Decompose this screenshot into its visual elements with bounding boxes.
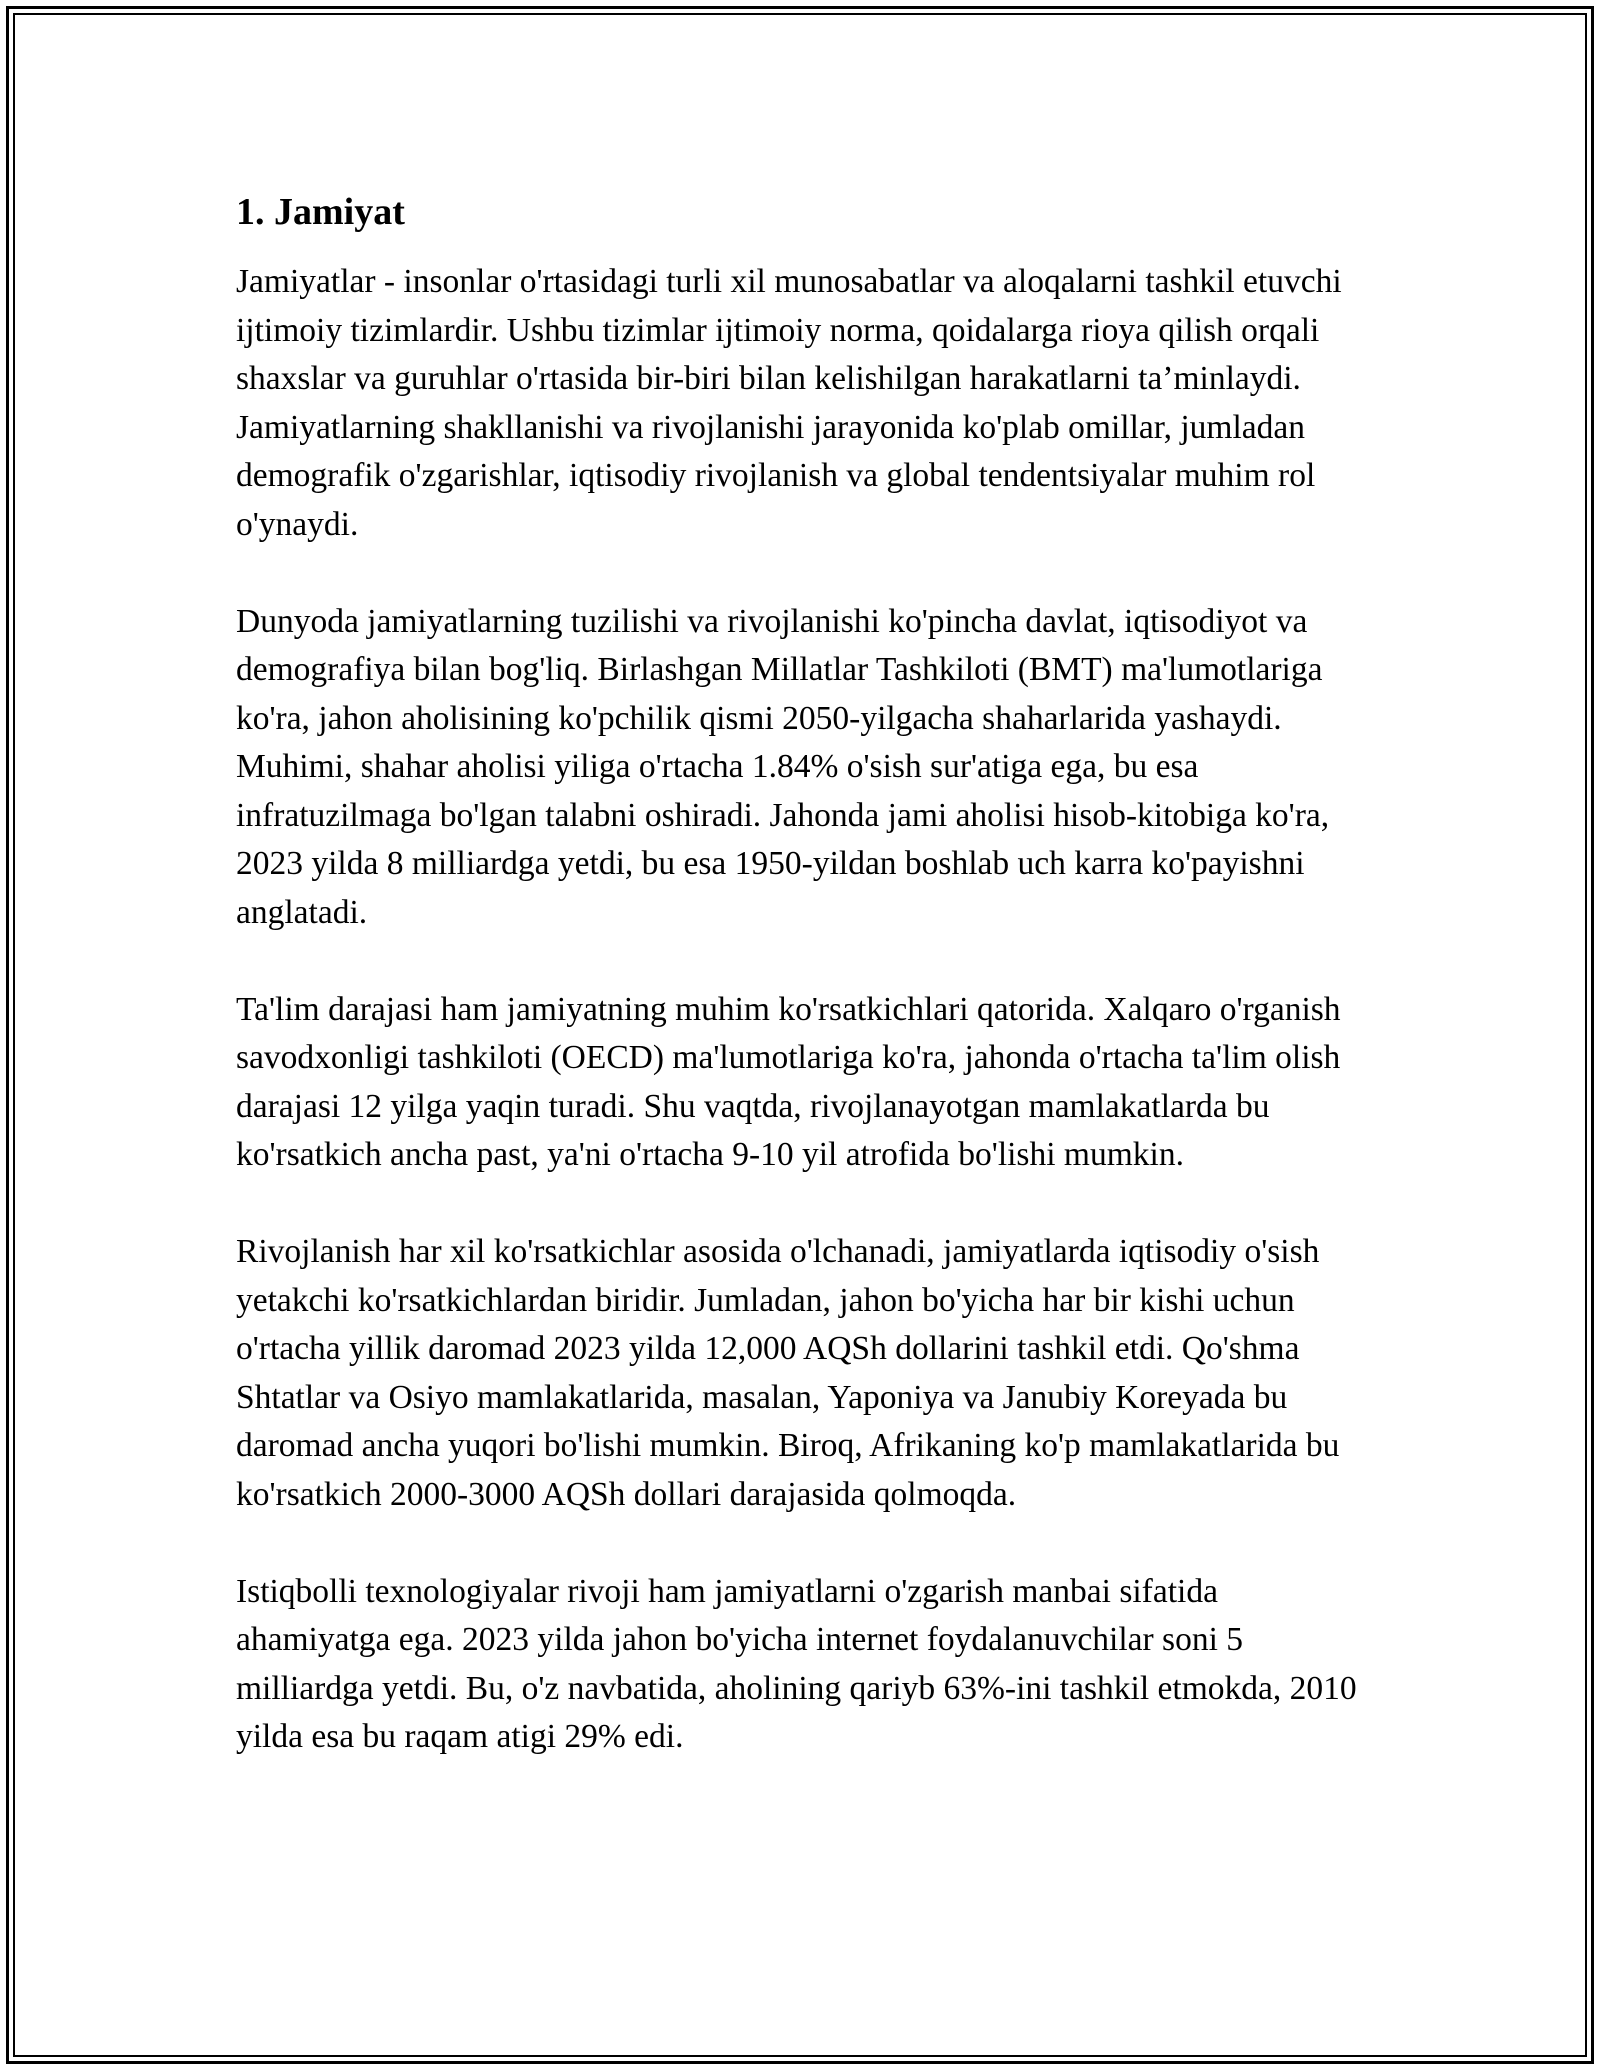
paragraph-economy: Rivojlanish har xil ko'rsatkichlar asosida o'lchanadi, jamiyatlarda iqtisodiy o'sish yetakchi ko'rsatkichlardan biridir. Jumladan, jahon bo'yicha har bir kishi uchun o'rtacha yillik daromad 2023 yilda 12,000 AQSh dollarini tashkil etdi. Qo'shma Shtatlar va Osiyo mamlakatlarida, masalan, Yaponiya va Janubiy Koreyada bu daromad ancha yuqori bo'lishi mumkin. Biroq, Afrikaning ko'p mamlakatlarida bu ko'rsatkich 2000-3000 AQSh dollari darajasida qolmoqda. (236, 1233, 1340, 1513)
paragraph-education: Ta'lim darajasi ham jamiyatning muhim ko'rsatkichlari qatorida. Xalqaro o'rganish savodxonligi tashkiloti (OECD) ma'lumotlariga ko'ra, jahonda o'rtacha ta'lim olish darajasi 12 yilga yaqin turadi. Shu vaqtda, rivojlanayotgan mamlakatlarda bu ko'rsatkich ancha past, ya'ni o'rtacha 9-10 yil atrofida bo'lishi mumkin. (236, 990, 1341, 1173)
paragraph-intro: Jamiyatlar - insonlar o'rtasidagi turli xil munosabatlar va aloqalarni tashkil etuvchi ijtimoiy tizimlardir. Ushbu tizimlar ijtimoiy norma, qoidalarga rioya qilish orqali shaxslar va guruhlar o'rtasida bir-biri bilan kelishilgan harakatlarni ta’minlaydi. Jamiyatlarning shakllanishi va rivojlanishi jarayonida ko'plab omillar, jumladan demografik o'zgarishlar, iqtisodiy rivojlanish va global tendentsiyalar muhim rol o'ynaydi. (236, 263, 1342, 543)
paragraph-technology: Istiqbolli texnologiyalar rivoji ham jamiyatlarni o'zgarish manbai sifatida ahamiyatga ega. 2023 yilda jahon bo'yicha internet foydalanuvchilar soni 5 milliardga yetdi. Bu, o'z navbatida, aholining qariyb 63%-ini tashkil etmokda, 2010 yilda esa bu raqam atigi 29% edi. (236, 1572, 1357, 1755)
paragraph-population: Dunyoda jamiyatlarning tuzilishi va rivojlanishi ko'pincha davlat, iqtisodiyot va demografiya bilan bog'liq. Birlashgan Millatlar Tashkiloti (BMT) ma'lumotlariga ko'ra, jahon aholisining ko'pchilik qismi 2050-yilgacha shaharlarida yashaydi. Muhimi, shahar aholisi yiliga o'rtacha 1.84% o'sish sur'atiga ega, bu esa infratuzilmaga bo'lgan talabni oshiradi. Jahonda jami aholisi hisob-kitobiga ko'ra, 2023 yilda 8 milliardga yetdi, bu esa 1950-yildan boshlab uch karra ko'payishni anglatadi. (236, 602, 1330, 931)
section-heading: 1. Jamiyat (236, 191, 405, 233)
document-body (236, 188, 1376, 1810)
